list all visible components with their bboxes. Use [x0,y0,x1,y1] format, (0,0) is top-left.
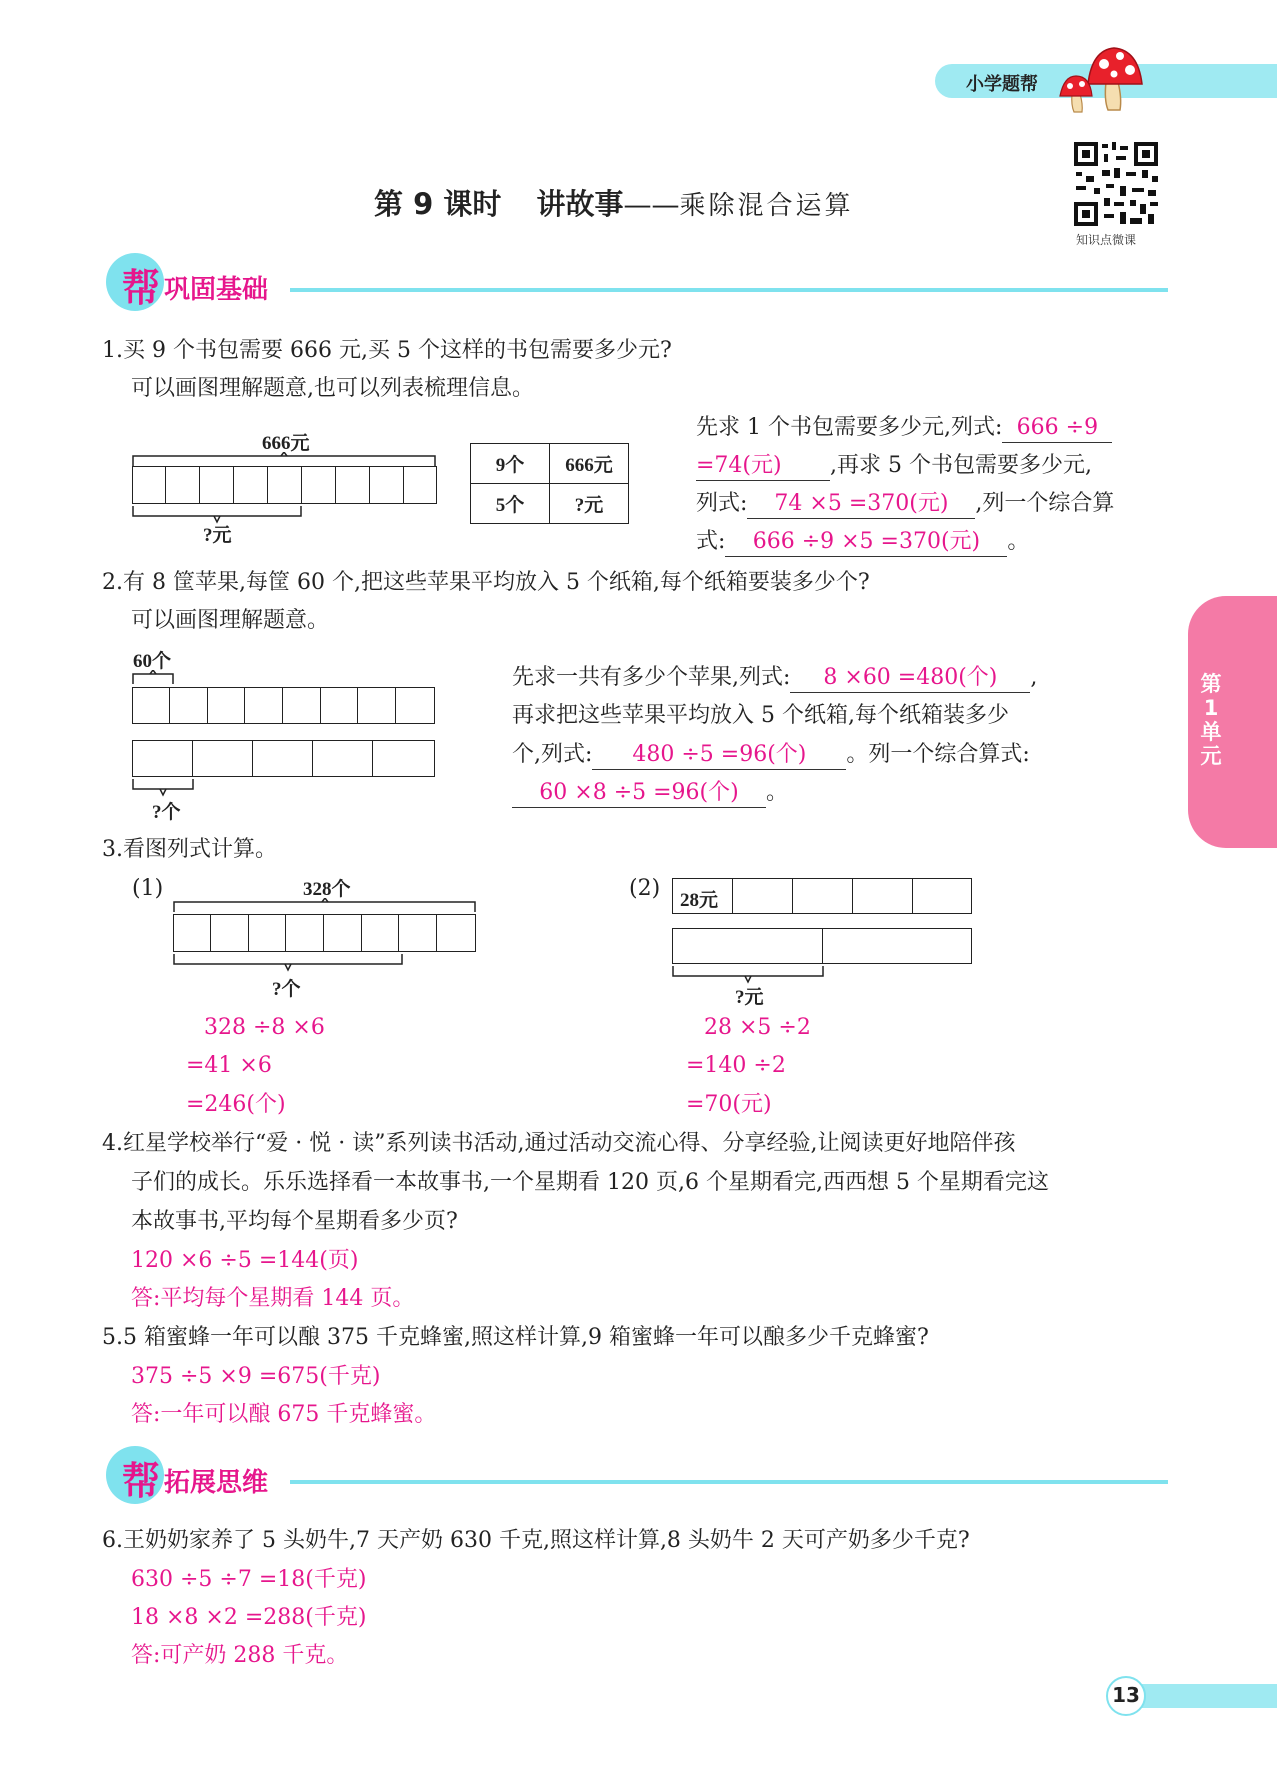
prompt-text: 先求一共有多少个苹果,列式: [512,665,791,690]
question-number: 1. [102,338,123,363]
answer-line: 答:平均每个星期看 144 页。 [131,1286,415,1311]
diagram-total-label: 666元 [262,433,310,454]
answer-line: 120 ×6 ÷5 =144(页) [131,1248,359,1273]
answer-blank[interactable]: 666 ÷9 [1002,414,1112,443]
qr-caption: 知识点微课 [1076,233,1137,247]
question-text: 5 箱蜜蜂一年可以酿 375 千克蜂蜜,照这样计算,9 箱蜜蜂一年可以酿多少千克蜂蜜? [123,1325,929,1350]
answer-blank[interactable]: 8 ×60 =480(个) [790,664,1030,693]
lesson-number: 第 9 课时 [374,187,502,221]
answer-line: =70(元) [686,1092,772,1117]
prompt-text: 个,列式: [512,742,593,767]
prompt-text: 。列一个综合算式: [846,742,1030,767]
q1-line-1 [696,411,1112,445]
question-number: 4. [102,1131,123,1156]
question-text: 子们的成长。乐乐选择看一本故事书,一个星期看 120 页,6 个星期看完,西西想 5 个星期看完这 [131,1170,1049,1195]
q2-line-3 [512,738,1030,772]
answer-line: 328 ÷8 ×6 [204,1015,325,1040]
answer-line: 375 ÷5 ×9 =675(千克) [131,1364,381,1389]
question-number: 5. [102,1325,123,1350]
question-6 [102,1524,970,1558]
diagram-total-label: 328个 [303,879,351,900]
question-1 [102,334,672,368]
question-number: 2. [102,570,123,595]
section-badge-char: 帮 [122,1459,161,1503]
prompt-text: , [1030,665,1038,690]
answer-line: 答:一年可以酿 675 千克蜂蜜。 [131,1402,437,1427]
question-text: 买 9 个书包需要 666 元,买 5 个这样的书包需要多少元? [123,338,672,363]
lesson-topic: 讲故事 [536,187,624,221]
lesson-subtitle: 乘除混合运算 [679,191,854,221]
section-divider [290,288,1168,292]
answer-line: 630 ÷5 ÷7 =18(千克) [131,1567,367,1592]
section-title: 拓展思维 [164,1468,269,1498]
q2-line-1 [512,661,1037,695]
answer-line: 28 ×5 ÷2 [704,1015,811,1040]
answer-blank[interactable]: 74 ×5 =370(元) [747,490,975,519]
prompt-text: 。 [1007,529,1030,554]
part-label: (1) [132,876,164,901]
brace-top [172,898,477,914]
prompt-text: 列式: [696,491,748,516]
q2-line-4 [512,776,788,810]
question-text: 王奶奶家养了 5 头奶牛,7 天产奶 630 千克,照这样计算,8 头奶牛 2 天可产奶多少千克? [123,1528,970,1553]
part-label: (2) [629,876,661,901]
table-cell: 9个 [471,444,550,484]
table-cell: 666元 [550,444,629,484]
brace-bottom [671,964,825,984]
question-4 [102,1127,1015,1161]
answer-line: 18 ×8 ×2 =288(千克) [131,1605,367,1630]
question-hint: 可以画图理解题意,也可以列表梳理信息。 [131,376,534,401]
line-segment-diagram [672,928,972,964]
page-number: 13 [1112,1683,1140,1707]
section-header-basics [106,253,306,313]
info-table [470,443,629,524]
question-2 [102,566,870,600]
q2-line-2: 再求把这些苹果平均放入 5 个纸箱,每个纸箱装多少 [512,703,1009,728]
answer-line: =246(个) [186,1092,286,1117]
answer-line: =140 ÷2 [686,1053,786,1078]
section-header-extension [106,1446,306,1506]
brace-top [131,670,175,686]
diagram-part-label: ?个 [152,802,181,823]
prompt-text: ,再求 5 个书包需要多少元, [830,453,1092,478]
table-cell: 5个 [471,484,550,524]
question-hint: 可以画图理解题意。 [131,608,330,633]
answer-blank[interactable]: 666 ÷9 ×5 =370(元) [725,528,1007,557]
diagram-part-label: ?元 [203,525,232,546]
section-title: 巩固基础 [164,275,269,305]
question-text: 有 8 筐苹果,每筐 60 个,把这些苹果平均放入 5 个纸箱,每个纸箱要装多少个? [123,570,870,595]
section-badge-char: 帮 [122,266,161,310]
brand-label: 小学题帮 [966,74,1038,95]
prompt-text: ,列一个综合算 [975,491,1115,516]
answer-blank[interactable]: 60 ×8 ÷5 =96(个) [512,779,766,808]
question-text: 本故事书,平均每个星期看多少页? [131,1209,458,1234]
line-segment-diagram [132,740,435,777]
line-segment-diagram [132,466,437,504]
q1-line-2 [696,449,1092,483]
question-5 [102,1321,929,1355]
line-segment-diagram [173,914,476,952]
line-segment-diagram [132,687,435,724]
line-segment-diagram [672,878,972,914]
diagram-part-label: ?元 [735,987,764,1008]
unit-side-tab-label: 第1单元 [1200,672,1222,768]
answer-line: =41 ×6 [186,1053,272,1078]
answer-blank[interactable]: 480 ÷5 =96(个) [592,741,846,770]
q1-line-3 [696,487,1114,521]
diagram-top-label: 60个 [133,651,172,672]
prompt-text: 先求 1 个书包需要多少元,列式: [696,415,1003,440]
qr-code[interactable] [1072,140,1160,228]
prompt-text: 式: [696,529,726,554]
q1-line-4 [696,525,1029,559]
prompt-text: 。 [766,780,789,805]
title-dash: —— [623,188,680,221]
question-number: 6. [102,1528,123,1553]
question-text: 红星学校举行“爱 · 悦 · 读”系列读书活动,通过活动交流心得、分享经验,让阅读更好地陪伴孩 [123,1131,1016,1156]
brace-bottom [131,777,195,797]
answer-blank[interactable]: =74(元) [696,452,830,481]
answer-line: 答:可产奶 288 千克。 [131,1643,349,1668]
question-3 [102,833,277,867]
diagram-part-label: ?个 [272,979,301,1000]
table-cell: ?元 [550,484,629,524]
question-number: 3. [102,837,123,862]
section-divider [290,1480,1168,1484]
question-text: 看图列式计算。 [123,837,278,862]
brace-bottom [172,952,404,972]
mushroom-icon [1058,42,1148,114]
cell-label: 28元 [680,890,719,911]
page-title [374,182,854,223]
